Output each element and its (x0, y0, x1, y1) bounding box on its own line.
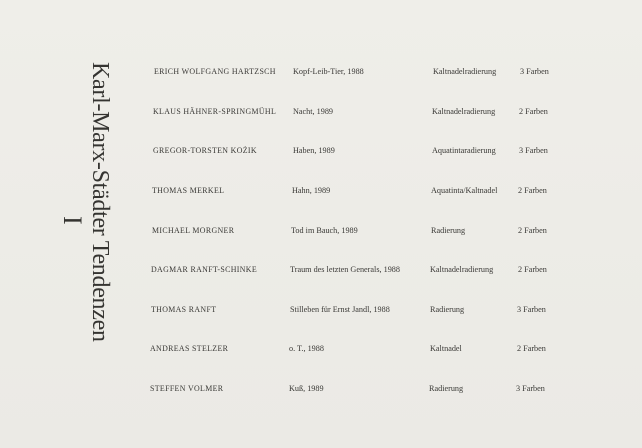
list-item (0, 264, 642, 278)
technique: Kaltnadel (430, 344, 462, 353)
list-item (0, 225, 642, 239)
artist-name: GREGOR-TORSTEN KOŻIK (153, 146, 257, 155)
work-title: Hahn, 1989 (292, 186, 331, 195)
artist-name: KLAUS HÄHNER-SPRINGMÜHL (153, 107, 277, 116)
technique: Kaltnadelradierung (430, 265, 494, 274)
artist-name: DAGMAR RANFT-SCHINKE (151, 265, 258, 274)
work-title: Kuß, 1989 (289, 384, 324, 393)
technique: Aquatinta/Kaltnadel (431, 186, 498, 195)
technique: Kaltnadelradierung (432, 107, 496, 116)
color-count: 3 Farben (520, 67, 549, 76)
technique: Radierung (429, 384, 464, 393)
color-count: 2 Farben (518, 226, 547, 235)
technique: Aquatintaradierung (432, 146, 496, 155)
work-title: Nacht, 1989 (293, 107, 334, 116)
color-count: 2 Farben (517, 344, 546, 353)
technique: Kaltnadelradierung (433, 67, 497, 76)
volume-numeral: I (58, 216, 87, 225)
artist-name: THOMAS MERKEL (152, 186, 225, 195)
technique: Radierung (430, 305, 465, 314)
list-item (0, 66, 642, 80)
list-item (0, 145, 642, 159)
color-count: 3 Farben (517, 305, 546, 314)
work-title: Haben, 1989 (293, 146, 335, 155)
page-title: Karl-Marx-Städter Tendenzen (87, 62, 113, 342)
list-item (0, 383, 642, 397)
work-title: Traum des letzten Generals, 1988 (290, 265, 400, 274)
color-count: 2 Farben (518, 265, 547, 274)
artist-name: MICHAEL MORGNER (152, 226, 235, 235)
color-count: 2 Farben (519, 107, 548, 116)
work-title: Stilleben für Ernst Jandl, 1988 (290, 305, 390, 314)
list-item (0, 185, 642, 199)
artist-name: THOMAS RANFT (151, 305, 217, 314)
color-count: 2 Farben (518, 186, 547, 195)
list-item (0, 304, 642, 318)
artist-name: ERICH WOLFGANG HARTZSCH (154, 67, 276, 76)
work-title: Kopf-Leib-Tier, 1988 (293, 67, 364, 76)
color-count: 3 Farben (519, 146, 548, 155)
work-title: Tod im Bauch, 1989 (291, 226, 358, 235)
color-count: 3 Farben (516, 384, 545, 393)
artist-name: STEFFEN VOLMER (150, 384, 224, 393)
list-item (0, 343, 642, 357)
artist-name: ANDREAS STELZER (150, 344, 229, 353)
technique: Radierung (431, 226, 466, 235)
list-item (0, 106, 642, 120)
work-title: o. T., 1988 (289, 344, 324, 353)
